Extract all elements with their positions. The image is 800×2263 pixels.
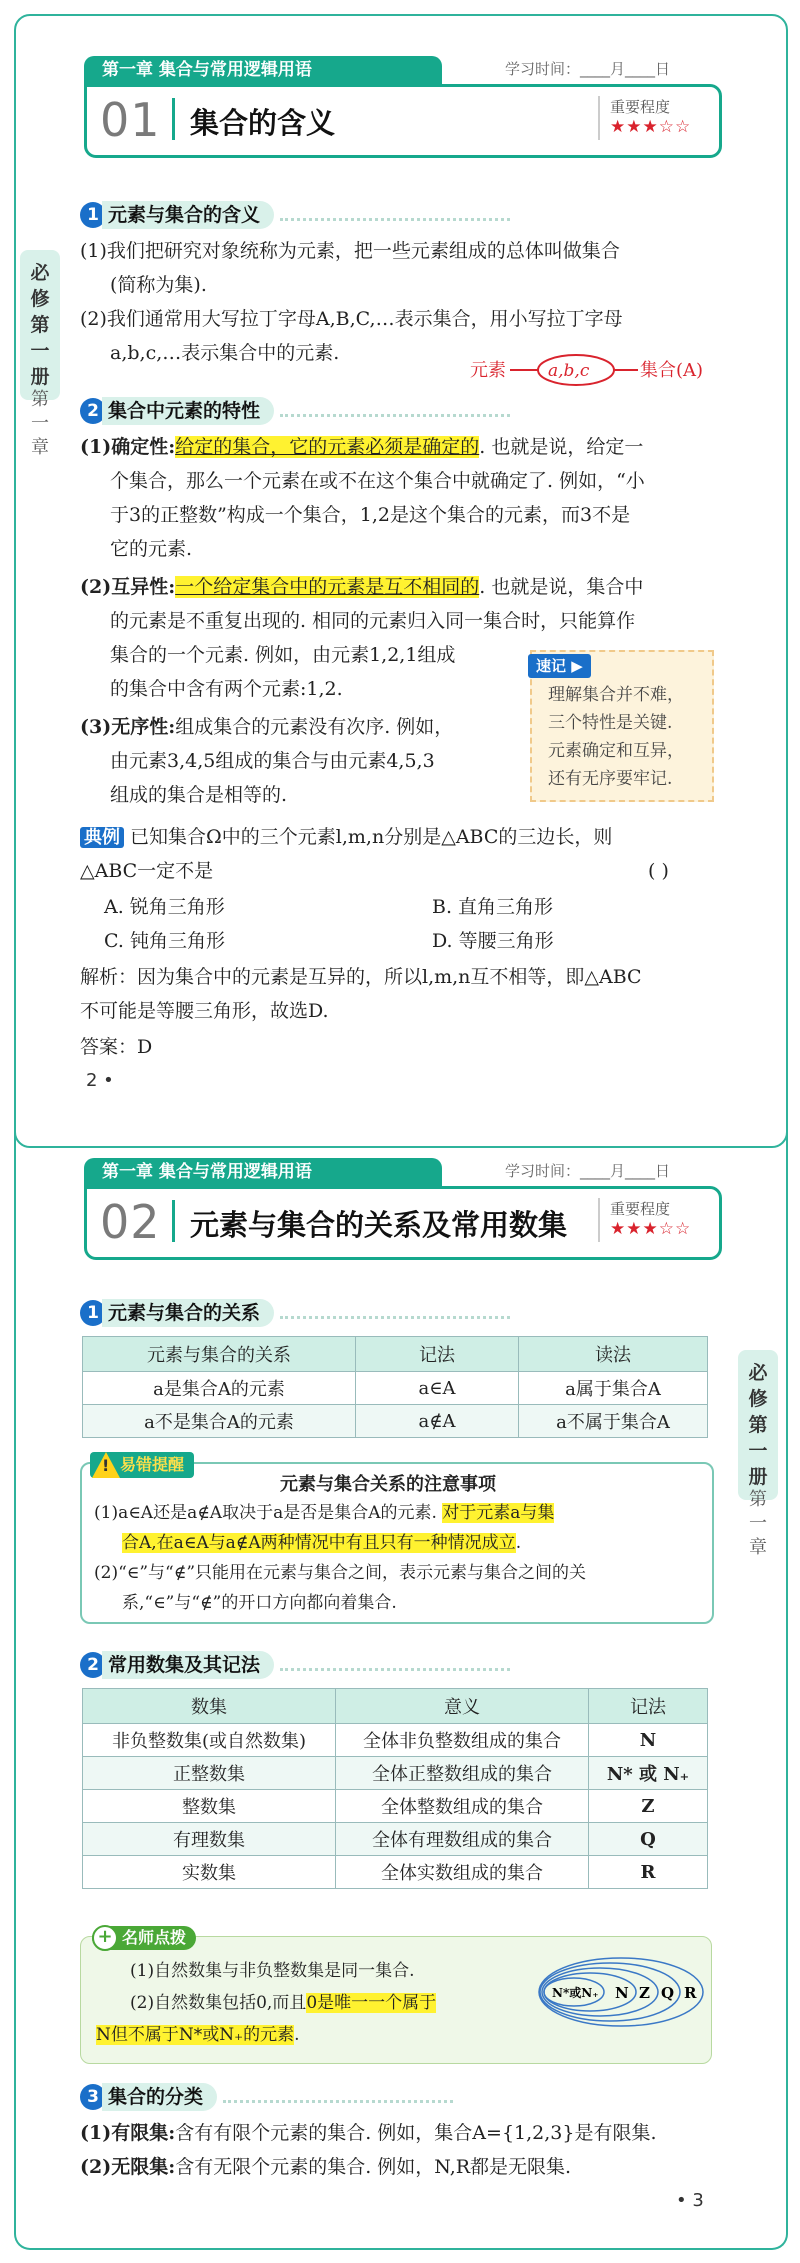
- analysis-line-1: 解析：因为集合中的元素是互异的，所以l,m,n互不相等，即△ABC: [80, 966, 642, 988]
- option-a: A. 锐角三角形: [104, 896, 225, 918]
- table-cell: 有理数集: [83, 1823, 336, 1856]
- table-header: 记法: [356, 1337, 519, 1372]
- warning-line-2: [122, 1528, 521, 1558]
- option-c: C. 钝角三角形: [104, 930, 225, 952]
- teacher-tip-tag: 名师点拨: [92, 1926, 196, 1950]
- section-heading-1: [80, 198, 510, 228]
- text: .: [294, 2025, 300, 2045]
- s1-line-1: (1)我们把研究对象统称为元素，把一些元素组成的总体叫做集合: [80, 240, 620, 262]
- analysis-line-2: 不可能是等腰三角形，故选D.: [80, 1000, 329, 1022]
- importance-box: [598, 1198, 691, 1242]
- memo-tag: 速记 ▶: [528, 654, 591, 678]
- lesson-title: 元素与集合的关系及常用数集: [190, 1208, 568, 1242]
- table-cell: 非负整数集(或自然数集): [83, 1724, 336, 1757]
- table-row: [83, 1823, 708, 1856]
- highlight: 合A,在a∈A与a∉A两种情况中有且只有一种情况成立: [122, 1533, 516, 1553]
- table-cell: Z: [589, 1790, 708, 1823]
- text: . 也就是说，给定一: [479, 436, 644, 458]
- section-title: 元素与集合的含义: [102, 201, 274, 229]
- highlight: 给定的集合，它的元素必须是确定的: [175, 436, 480, 458]
- table-cell: Q: [589, 1823, 708, 1856]
- section-title: 元素与集合的关系: [102, 1299, 274, 1327]
- table-cell: 实数集: [83, 1856, 336, 1889]
- property-label: (3)无序性:: [80, 716, 176, 738]
- warning-title: 元素与集合关系的注意事项: [280, 1474, 496, 1495]
- property-2-line-3: 集合的一个元素. 例如，由元素1,2,1组成: [110, 644, 456, 666]
- table-cell: a是集合A的元素: [83, 1372, 356, 1405]
- memo-line-1: 理解集合并不难，: [548, 685, 684, 705]
- side-tab-text: 必修第一册: [748, 1362, 768, 1488]
- warning-line-3: (2)“∈”与“∉”只能用在元素与集合之间，表示元素与集合之间的关: [94, 1563, 587, 1583]
- property-1-line-2: 个集合，那么一个元素在或不在这个集合中就确定了. 例如，“小: [110, 470, 645, 492]
- s1-line-2: (简称为集).: [110, 274, 207, 296]
- side-tab-book: [20, 250, 60, 400]
- table-cell: 全体实数组成的集合: [336, 1856, 589, 1889]
- property-3-line-1: [80, 710, 453, 744]
- section-heading-3: [80, 2080, 453, 2110]
- dotted-rule: [223, 2090, 453, 2103]
- property-1-line-4: 它的元素.: [110, 538, 193, 560]
- note-set: 集合(A): [640, 360, 704, 381]
- section-number: 2: [80, 398, 106, 424]
- section-heading-2: [80, 1648, 510, 1678]
- study-time: 学习时间：____月____日: [505, 1162, 671, 1180]
- section-number: 3: [80, 2084, 106, 2110]
- side-chapter-text: 第一章: [749, 1489, 767, 1558]
- dotted-rule: [280, 404, 510, 417]
- text: (1)a∈A还是a∉A取决于a是否是集合A的元素.: [94, 1503, 443, 1523]
- memo-line-2: 三个特性是关键.: [548, 713, 673, 733]
- highlight: N但不属于N*或N₊的元素: [96, 2025, 295, 2045]
- number-set-table: [82, 1688, 708, 1889]
- importance-stars: ★★★☆☆: [610, 1219, 692, 1239]
- property-label: (2)互异性:: [80, 576, 176, 598]
- lesson-title: 集合的含义: [190, 106, 336, 140]
- page-number: 2 •: [86, 1070, 114, 1091]
- dotted-rule: [280, 1658, 510, 1671]
- table-cell: a不是集合A的元素: [83, 1405, 356, 1438]
- s1-line-4: a,b,c,…表示集合中的元素.: [110, 342, 340, 364]
- note-abc: a,b,c: [548, 361, 590, 381]
- plus-icon: +: [92, 1925, 118, 1951]
- section-number: 1: [80, 202, 106, 228]
- section-number: 1: [80, 1300, 106, 1326]
- warning-tag: 易错提醒: [90, 1452, 194, 1478]
- classification-line-2: [80, 2150, 571, 2184]
- chapter-tab: 第一章 集合与常用逻辑用语: [84, 1158, 442, 1186]
- importance-label: 重要程度: [610, 98, 671, 116]
- section-number: 2: [80, 1652, 106, 1678]
- property-label: (1)确定性:: [80, 436, 176, 458]
- text: (2)自然数集包括0,而且: [130, 1993, 307, 2013]
- text: 含有有限个元素的集合. 例如，集合A={1,2,3}是有限集.: [175, 2122, 657, 2144]
- text: .: [515, 1533, 522, 1553]
- lesson-number: 02: [100, 1195, 161, 1249]
- table-row: [83, 1856, 708, 1889]
- table-cell: 全体有理数组成的集合: [336, 1823, 589, 1856]
- nested-sets-diagram: [536, 1954, 706, 2030]
- memo-line-3: 元素确定和互异，: [548, 741, 684, 761]
- set-label: Z: [639, 1984, 650, 2002]
- warning-line-1: [94, 1498, 554, 1528]
- property-2-line-4: 的集合中含有两个元素:1,2.: [110, 678, 343, 700]
- class-label: (2)无限集:: [80, 2156, 176, 2178]
- property-2-line-1: [80, 570, 643, 604]
- table-cell: a∉A: [356, 1405, 519, 1438]
- table-row: [83, 1757, 708, 1790]
- table-cell: 整数集: [83, 1790, 336, 1823]
- set-label: N: [615, 1984, 629, 2002]
- table-cell: N* 或 N₊: [589, 1757, 708, 1790]
- highlight: 0是唯一一个属于: [306, 1993, 437, 2013]
- table-header: 数集: [83, 1689, 336, 1724]
- set-label: N*或N₊: [552, 1986, 599, 2000]
- side-tab-text: 必修第一册: [30, 262, 50, 388]
- table-cell: 全体整数组成的集合: [336, 1790, 589, 1823]
- page-number: • 3: [676, 2190, 704, 2211]
- table-row: [83, 1724, 708, 1757]
- table-header: 读法: [519, 1337, 708, 1372]
- dotted-rule: [280, 1306, 510, 1319]
- text: 含有无限个元素的集合. 例如，N,R都是无限集.: [175, 2156, 572, 2178]
- property-3-line-3: 组成的集合是相等的.: [110, 784, 288, 806]
- title-divider: [172, 1200, 175, 1242]
- property-1-line-1: [80, 430, 643, 464]
- importance-stars: ★★★☆☆: [610, 117, 692, 137]
- handwritten-note: [468, 350, 738, 390]
- section-title: 集合的分类: [102, 2083, 217, 2111]
- section-heading-2: [80, 394, 510, 424]
- table-cell: 全体正整数组成的集合: [336, 1757, 589, 1790]
- highlight: 对于元素a与集: [442, 1503, 555, 1523]
- answer-paren: ( ): [648, 860, 669, 882]
- table-row: [83, 1372, 708, 1405]
- example-question: 已知集合Ω中的三个元素l,m,n分别是△ABC的三边长，则: [130, 826, 613, 848]
- title-divider: [172, 98, 175, 140]
- table-header: 记法: [589, 1689, 708, 1724]
- warning-line-4: 系,“∈”与“∉”的开口方向都向着集合.: [122, 1593, 397, 1613]
- class-label: (1)有限集:: [80, 2122, 176, 2144]
- property-1-line-3: 于3的正整数”构成一个集合，1,2是这个集合的元素，而3不是: [110, 504, 631, 526]
- tip-line-3: [96, 2020, 300, 2050]
- table-header-row: [83, 1689, 708, 1724]
- table-row: [83, 1405, 708, 1438]
- s1-line-3: (2)我们通常用大写拉丁字母A,B,C,…表示集合，用小写拉丁字母: [80, 308, 623, 330]
- table-cell: N: [589, 1724, 708, 1757]
- set-label: R: [684, 1984, 697, 2002]
- chapter-tab: 第一章 集合与常用逻辑用语: [84, 56, 442, 84]
- answer: 答案：D: [80, 1036, 153, 1058]
- memo-line-4: 还有无序要牢记.: [548, 769, 673, 789]
- note-element: 元素: [470, 360, 506, 381]
- tip-line-1: (1)自然数集与非负整数集是同一集合.: [130, 1961, 415, 1981]
- option-b: B. 直角三角形: [432, 896, 554, 918]
- example-line-1: [80, 820, 612, 855]
- side-chapter: [20, 388, 60, 460]
- table-header: 意义: [336, 1689, 589, 1724]
- table-cell: 全体非负整数组成的集合: [336, 1724, 589, 1757]
- table-cell: 正整数集: [83, 1757, 336, 1790]
- table-row: [83, 1790, 708, 1823]
- relation-table: [82, 1336, 708, 1438]
- section-title: 集合中元素的特性: [102, 397, 274, 425]
- text: . 也就是说，集合中: [479, 576, 644, 598]
- option-d: D. 等腰三角形: [432, 930, 554, 952]
- tip-line-2: [130, 1988, 436, 2018]
- side-chapter-text: 第一章: [31, 389, 49, 458]
- importance-label: 重要程度: [610, 1200, 671, 1218]
- text: 组成集合的元素没有次序. 例如，: [175, 716, 454, 738]
- table-cell: a∈A: [356, 1372, 519, 1405]
- warning-exclaim: !: [102, 1456, 110, 1475]
- set-label: Q: [661, 1984, 675, 2002]
- property-2-line-2: 的元素是不重复出现的. 相同的元素归入同一集合时，只能算作: [110, 610, 636, 632]
- side-tab-book: [738, 1350, 778, 1500]
- example-line-2: △ABC一定不是: [80, 860, 214, 882]
- table-header-row: [83, 1337, 708, 1372]
- importance-box: [598, 96, 691, 140]
- table-header: 元素与集合的关系: [83, 1337, 356, 1372]
- section-heading-1: [80, 1296, 510, 1326]
- classification-line-1: [80, 2116, 657, 2150]
- lesson-number: 01: [100, 93, 161, 147]
- property-3-line-2: 由元素3,4,5组成的集合与由元素4,5,3: [110, 750, 435, 772]
- side-chapter: [738, 1488, 778, 1560]
- example-tag: 典例: [80, 827, 124, 848]
- table-cell: a属于集合A: [519, 1372, 708, 1405]
- table-cell: a不属于集合A: [519, 1405, 708, 1438]
- study-time: 学习时间：____月____日: [505, 60, 671, 78]
- section-title: 常用数集及其记法: [102, 1651, 274, 1679]
- highlight: 一个给定集合中的元素是互不相同的: [175, 576, 480, 598]
- table-cell: R: [589, 1856, 708, 1889]
- dotted-rule: [280, 208, 510, 221]
